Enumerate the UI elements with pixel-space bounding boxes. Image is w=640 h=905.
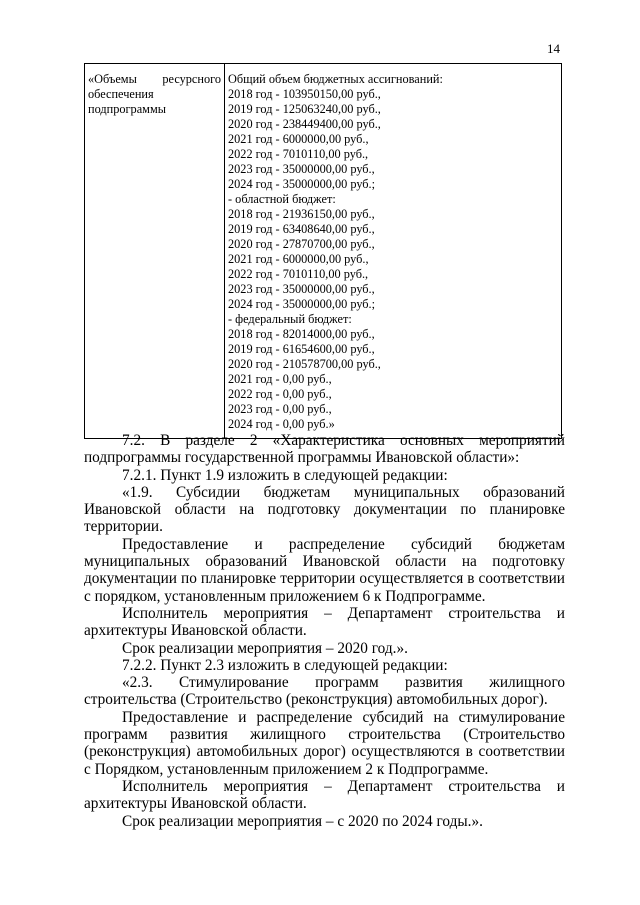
regional-line: 2024 год - 35000000,00 руб.; xyxy=(228,297,376,311)
regional-line: 2018 год - 21936150,00 руб., xyxy=(228,207,375,221)
paragraph: Исполнитель мероприятия – Департамент строительства и архитектуры Ивановской области. xyxy=(84,604,565,640)
regional-line: 2021 год - 6000000,00 руб., xyxy=(228,252,369,266)
paragraph: Предоставление и распределение субсидий бюджетам муниципальных образований Ивановской области на подготовку документации по планировке территории осуществляется в соответствии с порядком, установленным приложением 6 к Подпрограмме. xyxy=(84,535,565,605)
paragraph: Срок реализации мероприятия – 2020 год.». xyxy=(122,639,408,657)
paragraph: 7.2.1. Пункт 1.9 изложить в следующей редакции: xyxy=(122,466,448,484)
paragraph: Предоставление и распределение субсидий на стимулирование программ развития жилищного строительства (Строительство (реконструкция) автомобильных дорог) осуществляются в соответствии с Порядком, установленным приложением 2 к Подпрограмме. xyxy=(84,708,565,778)
regional-line: 2023 год - 35000000,00 руб., xyxy=(228,282,375,296)
federal-line: 2018 год - 82014000,00 руб., xyxy=(228,327,375,341)
total-header: Общий объем бюджетных ассигнований: xyxy=(228,72,443,86)
regional-line: 2019 год - 63408640,00 руб., xyxy=(228,222,375,236)
page-number: 14 xyxy=(547,41,560,56)
table-values-cell xyxy=(225,64,562,439)
federal-header: - федеральный бюджет: xyxy=(228,312,352,326)
paragraph: 7.2. В разделе 2 «Характеристика основных мероприятий подпрограммы государственной программы Ивановской области»: xyxy=(84,432,565,467)
table-row xyxy=(85,64,562,439)
federal-line: 2020 год - 210578700,00 руб., xyxy=(228,357,381,371)
regional-line: 2022 год - 7010110,00 руб., xyxy=(228,267,369,281)
total-line: 2024 год - 35000000,00 руб.; xyxy=(228,177,376,191)
document-body xyxy=(84,432,565,830)
paragraph: 7.2.2. Пункт 2.3 изложить в следующей редакции: xyxy=(122,656,448,674)
total-line: 2019 год - 125063240,00 руб., xyxy=(228,102,381,116)
paragraph: Срок реализации мероприятия – с 2020 по 2024 годы.». xyxy=(122,812,483,830)
paragraph: «2.3. Стимулирование программ развития жилищного строительства (Строительство (реконструкция) автомобильных дорог). xyxy=(84,674,565,709)
total-line: 2020 год - 238449400,00 руб., xyxy=(228,117,381,131)
total-line: 2018 год - 103950150,00 руб., xyxy=(228,87,381,101)
federal-line: 2024 год - 0,00 руб.» xyxy=(228,417,335,431)
federal-line: 2019 год - 61654600,00 руб., xyxy=(228,342,375,356)
federal-line: 2021 год - 0,00 руб., xyxy=(228,372,332,386)
federal-line: 2023 год - 0,00 руб., xyxy=(228,402,332,416)
regional-line: 2020 год - 27870700,00 руб., xyxy=(228,237,375,251)
resource-table xyxy=(84,63,562,439)
paragraph: Исполнитель мероприятия – Департамент строительства и архитектуры Ивановской области. xyxy=(84,777,565,813)
paragraph: «1.9. Субсидии бюджетам муниципальных образований Ивановской области на подготовку документации по планировке территории. xyxy=(84,483,565,536)
regional-header: - областной бюджет: xyxy=(228,192,336,206)
table-label-cell: «Объемы ресурсного обеспечения подпрограммы xyxy=(85,64,225,439)
total-line: 2021 год - 6000000,00 руб., xyxy=(228,132,369,146)
total-line: 2023 год - 35000000,00 руб., xyxy=(228,162,375,176)
total-line: 2022 год - 7010110,00 руб., xyxy=(228,147,369,161)
federal-line: 2022 год - 0,00 руб., xyxy=(228,387,332,401)
